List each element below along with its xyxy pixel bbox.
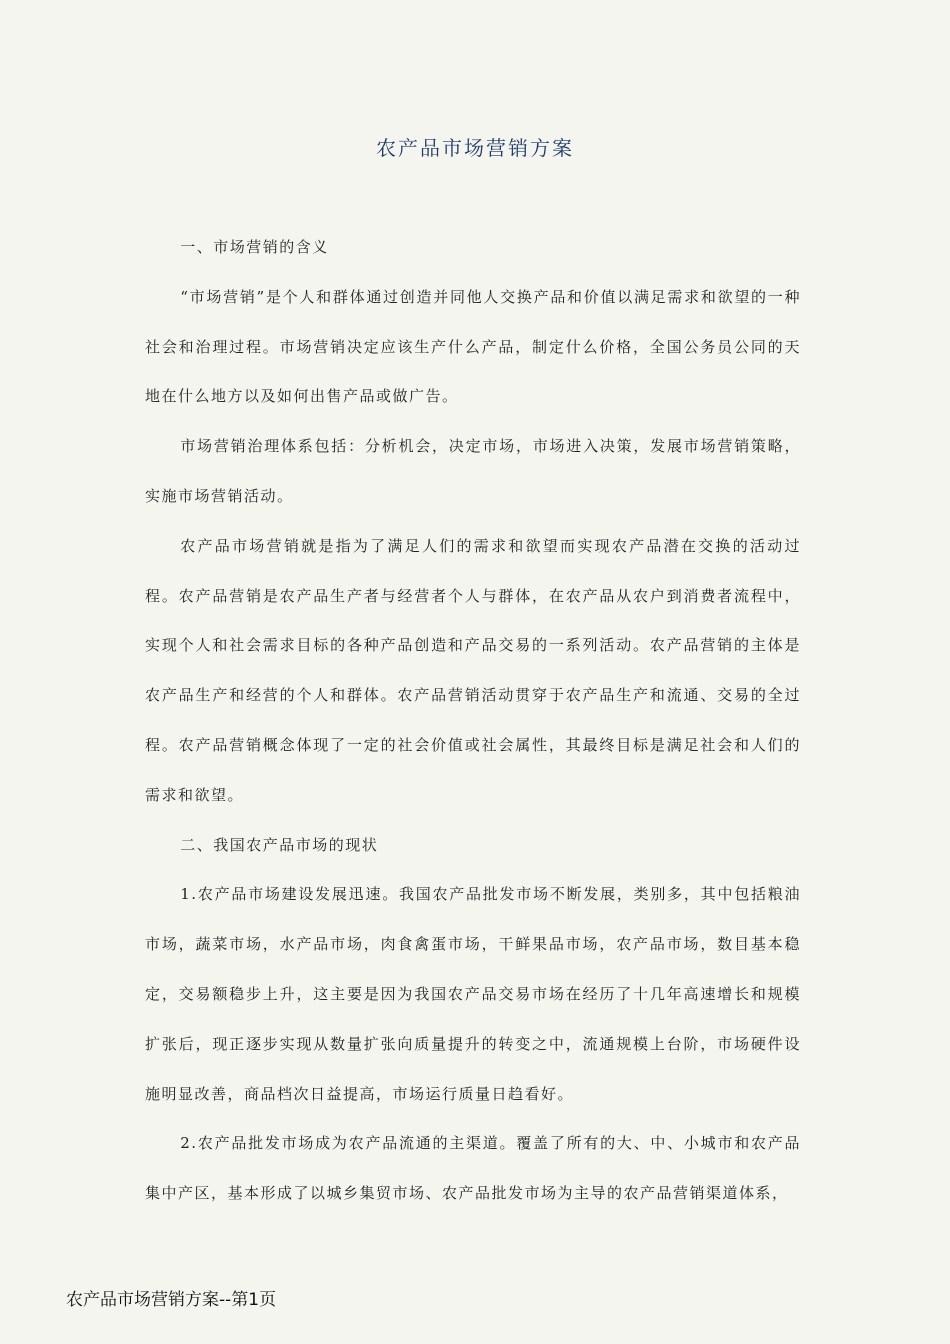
- document-title: 农产品市场营销方案: [376, 136, 574, 160]
- paragraph: 1.农产品市场建设发展迅速。我国农产品批发市场不断发展，类别多，其中包括粮油市场，蔬菜市场，水产品市场，肉食禽蛋市场，干鲜果品市场，农产品市场，数目基本稳定，交易额稳步上升，这主要是因为我国农产品交易市场在经历了十几年高速增长和规模扩张后，现正逐步实现从数量扩张向质量提升的转变之中，流通规模上台阶，市场硬件设施明显改善，商品档次日益提高，市场运行质量日趋看好。: [145, 885, 801, 1103]
- section-heading-1: 一、市场营销的含义: [180, 238, 329, 256]
- section-heading-2: 二、我国农产品市场的现状: [180, 835, 379, 854]
- page-footer: 农产品市场营销方案--第1页: [66, 1290, 277, 1310]
- paragraph: “市场营销”是个人和群体通过创造并同他人交换产品和价值以满足需求和欲望的一种社会和治理过程。市场营销决定应该生产什么产品，制定什么价格，全国公务员公同的天地在什么地方以及如何出售产品或做广告。: [145, 287, 801, 406]
- paragraph: 市场营销治理体系包括：分析机会，决定市场，市场进入决策，发展市场营销策略，实施市场营销活动。: [145, 437, 801, 505]
- document-body: [145, 223, 801, 1219]
- paragraph: 2.农产品批发市场成为农产品流通的主渠道。覆盖了所有的大、中、小城市和农产品集中产区，基本形成了以城乡集贸市场、农产品批发市场为主导的农产品营销渠道体系，: [145, 1134, 801, 1203]
- paragraph: 农产品市场营销就是指为了满足人们的需求和欲望而实现农产品潜在交换的活动过程。农产品营销是农产品生产者与经营者个人与群体，在农产品从农户到消费者流程中，实现个人和社会需求目标的各种产品创造和产品交易的一系列活动。农产品营销的主体是农产品生产和经营的个人和群体。农产品营销活动贯穿于农产品生产和流通、交易的全过程。农产品营销概念体现了一定的社会价值或社会属性，其最终目标是满足社会和人们的需求和欲望。: [145, 536, 801, 804]
